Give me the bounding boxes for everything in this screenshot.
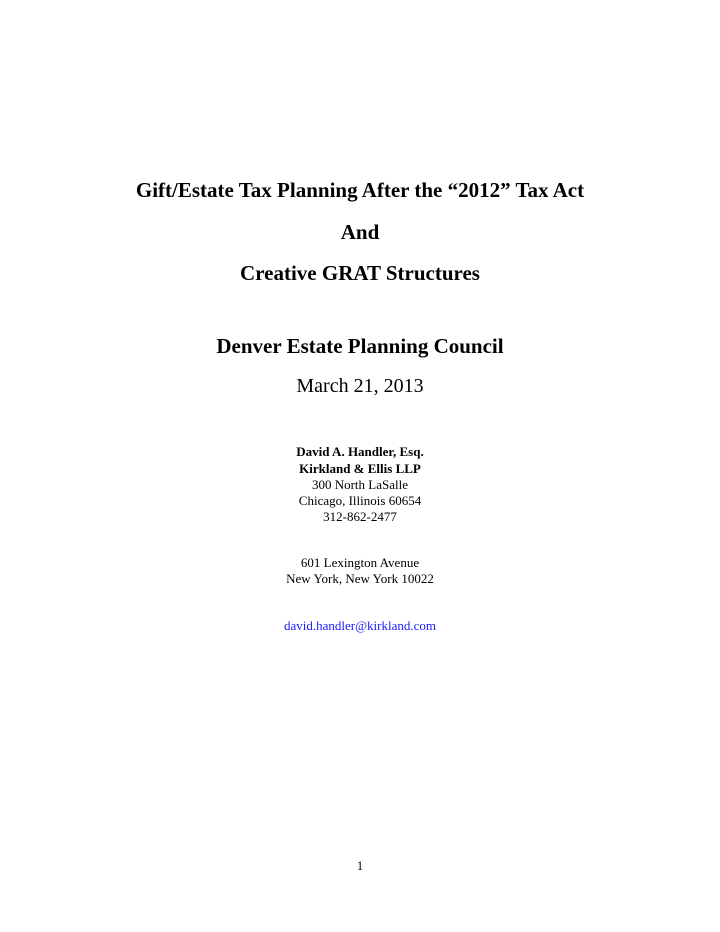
author-firm: Kirkland & Ellis LLP — [299, 461, 421, 476]
author-email-link[interactable]: david.handler@kirkland.com — [283, 618, 437, 633]
event-date: March 21, 2013 — [296, 375, 424, 397]
title-line-1: Gift/Estate Tax Planning After the “2012” Tax Act — [135, 178, 585, 202]
ny-street-address: 601 Lexington Avenue — [300, 555, 420, 570]
chicago-city-address: Chicago, Illinois 60654 — [298, 493, 422, 508]
event-name: Denver Estate Planning Council — [216, 334, 504, 358]
author-phone: 312-862-2477 — [323, 509, 397, 524]
chicago-street-address: 300 North LaSalle — [311, 477, 409, 492]
title-line-2: And — [340, 220, 380, 244]
ny-city-address: New York, New York 10022 — [286, 571, 434, 586]
title-line-3: Creative GRAT Structures — [240, 261, 480, 285]
author-name: David A. Handler, Esq. — [296, 444, 424, 459]
page-number: 1 — [356, 858, 364, 873]
